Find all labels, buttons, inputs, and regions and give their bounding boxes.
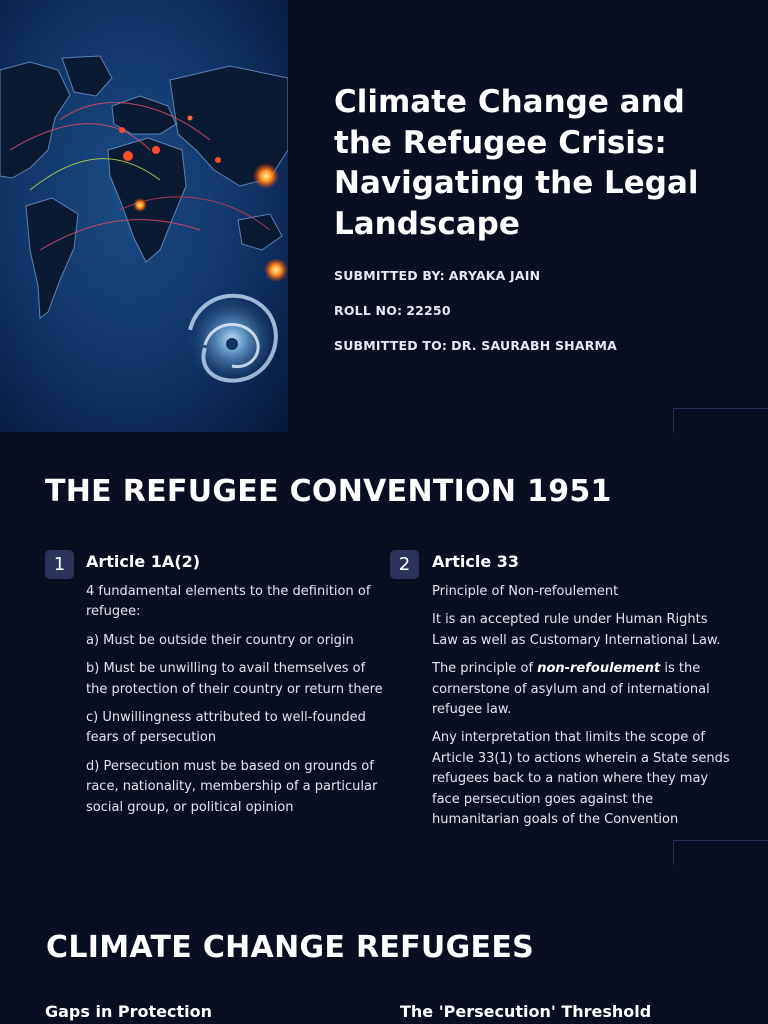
roll-number-value: 22250 (406, 303, 451, 318)
article-heading: Article 33 (432, 552, 520, 571)
article-paragraph: a) Must be outside their country or origin (86, 632, 354, 648)
number-badge-1: 1 (45, 550, 74, 579)
gaps-in-protection-heading: Gaps in Protection (45, 1002, 213, 1021)
article-1a2-column (86, 552, 386, 826)
submitted-by-label: SUBMITTED BY: (334, 268, 445, 283)
emphasis-term: non-refoulement (537, 661, 661, 677)
article-33-column (432, 552, 732, 838)
submitted-to-label: SUBMITTED TO: (334, 338, 448, 353)
submitted-by (334, 268, 540, 283)
article-paragraph: Principle of Non-refoulement (432, 584, 619, 599)
submitted-by-value: ARYAKA JAIN (448, 268, 541, 283)
article-heading: Article 1A(2) (86, 552, 201, 571)
title-slide (0, 0, 768, 432)
decorative-corner-line (673, 840, 768, 865)
article-paragraph: c) Unwillingness attributed to well-founded fears of persecution (86, 710, 366, 746)
emphasis-after: is the cornerstone of asylum and of international refugee law. (432, 661, 710, 718)
section-title: CLIMATE CHANGE REFUGEES (46, 930, 535, 965)
decorative-corner-line (673, 408, 768, 433)
persecution-threshold-heading: The 'Persecution' Threshold (400, 1002, 652, 1021)
article-paragraph: d) Persecution must be based on grounds of race, nationality, membership of a particular social group, or political opinion (86, 758, 378, 815)
roll-number (334, 303, 451, 318)
submitted-to-value: DR. SAURABH SHARMA (451, 338, 618, 353)
emphasis-paragraph (432, 659, 732, 720)
article-paragraph: b) Must be unwilling to avail themselves of the protection of their country or return there (86, 661, 383, 697)
climate-world-map-image (0, 0, 288, 432)
roll-number-label: ROLL NO: (334, 303, 403, 318)
presentation-title: Climate Change and the Refugee Crisis: Navigating the Legal Landscape (334, 84, 699, 242)
submitted-to (334, 338, 617, 353)
section-title: THE REFUGEE CONVENTION 1951 (45, 474, 612, 509)
number-badge-2: 2 (390, 550, 419, 579)
article-paragraph: Any interpretation that limits the scope of Article 33(1) to actions wherein a State sends refugees back to a nation where they may face persecution goes against the humanitarian goals of the Convention (432, 730, 730, 828)
article-paragraph: It is an accepted rule under Human Rights Law as well as Customary International Law. (432, 612, 721, 648)
article-paragraph: 4 fundamental elements to the definition of refugee: (86, 584, 371, 620)
emphasis-before: The principle of (432, 661, 538, 677)
